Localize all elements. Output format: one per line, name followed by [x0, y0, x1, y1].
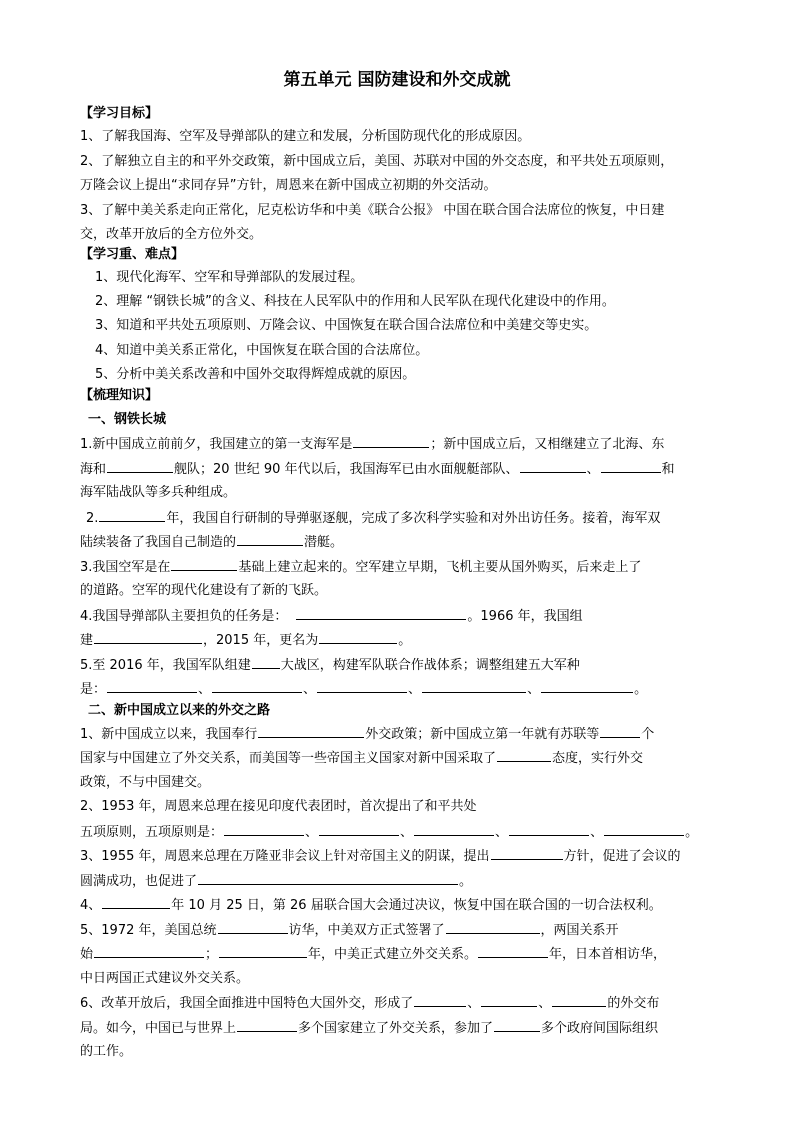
blank[interactable]: [446, 920, 540, 934]
s1-q3-line-1: 3.我国空军是在 基础上建立起来的。空军建立早期，飞机主要从国外购买，后来走上了: [80, 557, 641, 577]
goals-heading: 【学习目标】: [80, 106, 159, 121]
goal-line-2: 2、了解独立自主的和平外交政策，新中国成立后，美国、苏联对中国的外交态度，和平共处五项原则，: [80, 154, 674, 169]
key-line-1: 1、现代化海军、空军和导弹部队的发展过程。: [95, 270, 364, 285]
blank[interactable]: [414, 993, 466, 1007]
blank[interactable]: [224, 822, 304, 836]
page-title: 第五单元 国防建设和外交成就: [283, 70, 511, 90]
s2-q6-line-1: 6、改革开放后，我国全面推进中国特色大国外交，形成了 、 、 的外交布: [80, 993, 659, 1013]
s2-q2-line-2: 五项原则，五项原则是： 、 、 、 、 。: [80, 822, 698, 842]
s1-q2-line-2: 陆续装备了我国自己制造的 潜艇。: [80, 532, 343, 552]
blank[interactable]: [212, 679, 302, 693]
blank[interactable]: [171, 557, 237, 571]
blank[interactable]: [94, 630, 202, 644]
s1-q4-line-1: 4.我国导弹部队主要担负的任务是： 。1966 年，我国组: [80, 606, 583, 626]
blank[interactable]: [107, 459, 173, 473]
blank[interactable]: [478, 944, 548, 958]
goal-line-5: 交，改革开放后的全方位外交。: [80, 227, 263, 242]
s2-q4-line-1: 4、 年 10 月 25 日，第 26 届联合国大会通过决议，恢复中国在联合国的一切合法权利。: [80, 895, 662, 915]
blank[interactable]: [422, 679, 526, 693]
blank[interactable]: [94, 944, 204, 958]
s1-q4-line-2: 建 ，2015 年，更名为 。: [80, 630, 411, 650]
s1-q3-line-2: 的道路。空军的现代化建设有了新的飞跃。: [80, 583, 328, 598]
s1-q1-line-1: 1.新中国成立前前夕，我国建立的第一支海军是 ；新中国成立后，又相继建立了北海、东: [80, 434, 664, 454]
blank[interactable]: [258, 724, 364, 738]
blank[interactable]: [99, 508, 165, 522]
blank[interactable]: [317, 679, 407, 693]
blank[interactable]: [319, 630, 397, 644]
blank[interactable]: [600, 724, 640, 738]
s2-q5-line-3: 中日两国正式建议外交关系。: [80, 971, 250, 986]
blank[interactable]: [353, 434, 429, 448]
s1-q1-line-2: 海和 舰队；20 世纪 90 年代以后，我国海军已由水面舰艇部队、 、 和: [80, 459, 675, 479]
blank[interactable]: [491, 846, 563, 860]
blank[interactable]: [601, 459, 661, 473]
blank[interactable]: [252, 655, 280, 669]
s2-q5-line-1: 5、1972 年，美国总统 访华，中美双方正式签署了 ，两国关系开: [80, 920, 619, 940]
s2-q6-line-2: 局。如今，中国已与世界上 多个国家建立了外交关系，参加了 多个政府间国际组织: [80, 1018, 658, 1038]
s2-q2-line-1: 2、1953 年，周恩来总理在接见印度代表团时，首次提出了和平共处: [80, 799, 477, 814]
s1-q5-line-1: 5.至 2016 年，我国军队组建 大战区，构建军队联合作战体系；调整组建五大军种: [80, 655, 580, 675]
blank[interactable]: [509, 822, 589, 836]
key-line-3: 3、知道和平共处五项原则、万隆会议、中国恢复在联合国合法席位和中美建交等史实。: [95, 318, 598, 333]
s2-q1-line-2: 国家与中国建立了外交关系，而美国等一些帝国主义国家对新中国采取了 态度，实行外交: [80, 748, 643, 768]
blank[interactable]: [604, 822, 684, 836]
s1-q1-line-3: 海军陆战队等多兵种组成。: [80, 485, 237, 500]
blank[interactable]: [494, 1018, 540, 1032]
goal-line-4: 3、了解中美关系走向正常化，尼克松访华和中美《联合公报》 中国在联合国合法席位的恢复，中日建: [80, 203, 665, 218]
s2-q3-line-1: 3、1955 年，周恩来总理在万隆亚非会议上针对帝国主义的阴谋，提出 方针，促进了会议的: [80, 846, 681, 866]
s1-q5-line-2: 是： 、 、 、 、 。: [80, 679, 647, 699]
blank[interactable]: [541, 679, 633, 693]
key-line-2: 2、理解 “钢铁长城”的含义、科技在人民军队中的作用和人民军队在现代化建设中的作用。: [95, 294, 615, 309]
key-line-4: 4、知道中美关系正常化，中国恢复在联合国的合法席位。: [95, 343, 429, 358]
blank[interactable]: [520, 459, 586, 473]
s1-q2-line-1: 2. 年，我国自行研制的导弹驱逐舰，完成了多次科学实验和对外出访任务。接着，海军双: [86, 508, 660, 528]
blank[interactable]: [296, 606, 466, 620]
s2-q3-line-2: 圆满成功，也促进了 。: [80, 871, 472, 891]
blank[interactable]: [319, 822, 399, 836]
s2-q1-line-3: 政策，不与中国建交。: [80, 775, 211, 790]
key-heading: 【学习重、难点】: [80, 247, 185, 262]
s2-q5-line-2: 始 ； 年，中美正式建立外交关系。 年，日本首相访华，: [80, 944, 666, 964]
blank[interactable]: [198, 871, 458, 885]
section-2-heading: 二、新中国成立以来的外交之路: [88, 703, 271, 718]
blank[interactable]: [481, 993, 537, 1007]
s2-q6-line-3: 的工作。: [80, 1044, 133, 1059]
blank[interactable]: [414, 822, 494, 836]
blank[interactable]: [552, 993, 606, 1007]
blank[interactable]: [237, 1018, 297, 1032]
goal-line-1: 1、了解我国海、空军及导弹部队的建立和发展，分析国防现代化的形成原因。: [80, 129, 531, 144]
s2-q1-line-1: 1、新中国成立以来，我国奉行 外交政策；新中国成立第一年就有苏联等 个: [80, 724, 654, 744]
blank[interactable]: [237, 532, 303, 546]
blank[interactable]: [497, 748, 551, 762]
blank[interactable]: [102, 895, 170, 909]
goal-line-3: 万隆会议上提出“求同存异”方针，周恩来在新中国成立初期的外交活动。: [80, 178, 497, 193]
key-line-5: 5、分析中美关系改善和中国外交取得辉煌成就的原因。: [95, 367, 416, 382]
blank[interactable]: [107, 679, 197, 693]
blank[interactable]: [219, 944, 307, 958]
knowledge-heading: 【梳理知识】: [80, 388, 159, 403]
section-1-heading: 一、钢铁长城: [88, 412, 167, 427]
blank[interactable]: [218, 920, 288, 934]
